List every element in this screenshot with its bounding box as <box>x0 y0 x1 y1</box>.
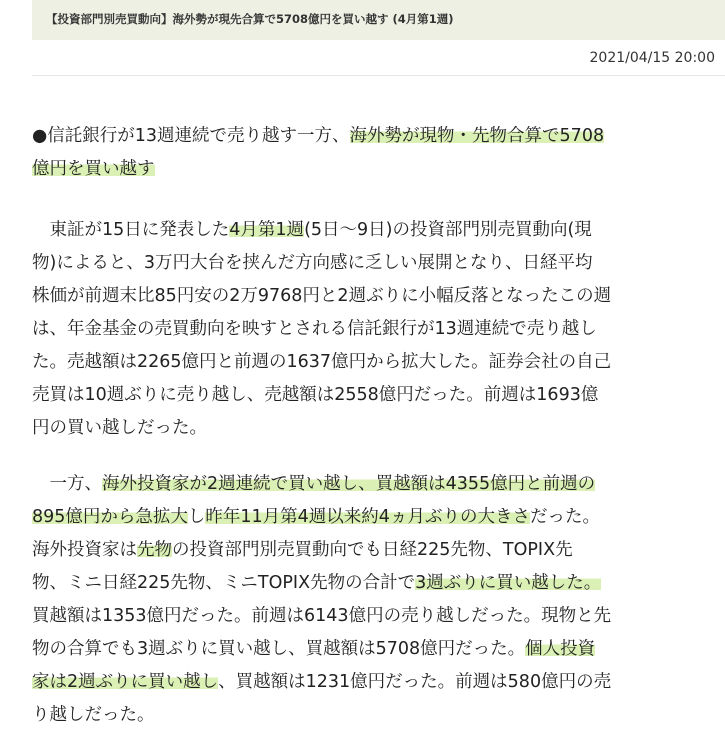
text-segment: だった。 <box>529 507 600 527</box>
text-line <box>32 666 718 699</box>
publish-timestamp: 2021/04/15 20:00 <box>589 50 715 66</box>
body-paragraph-1 <box>32 214 718 445</box>
highlighted-text: 3週ぶりに買い越した。 <box>415 573 602 593</box>
highlighted-text: 昨年11月第4週以来約4ヵ月ぶりの大きさ <box>205 507 530 527</box>
highlighted-text: 個人投資 <box>525 639 596 659</box>
article-title: 【投資部門別売買動向】海外勢が現先合算で5708億円を買い越す (4月第1週) <box>46 12 454 26</box>
text-line <box>32 600 718 633</box>
text-segment: 物の合算でも3週ぶりに買い越し、買越額は5708億円だった。 <box>32 639 526 659</box>
text-line <box>32 534 718 567</box>
text-segment: 物、ミニ日経225先物、ミニTOPIX先物の合計で <box>32 573 416 593</box>
highlighted-text: 4月第1週 <box>229 220 305 240</box>
text-segment: 買越額は1353億円だった。前週は6143億円の売り越しだった。現物と先 <box>32 606 612 626</box>
text-line <box>32 280 718 313</box>
text-segment: は、年金基金の売買動向を映すとされる信託銀行が13週連続で売り越し <box>32 319 597 339</box>
text-segment: の投資部門別売買動向でも日経225先物、TOPIX先 <box>172 540 573 560</box>
text-line <box>32 346 718 379</box>
text-segment: 円の買い越しだった。 <box>32 418 207 438</box>
text-line <box>32 120 718 153</box>
highlighted-text: 895億円から急拡大 <box>32 507 188 527</box>
text-line <box>32 699 718 732</box>
text-segment: 売買は10週ぶりに売り越し、売越額は2558億円だった。前週は1693億 <box>32 385 599 405</box>
highlighted-text: 海外投資家が2週連続で買い越し、買越額は4355億円と前週の <box>102 474 596 494</box>
text-line <box>32 247 718 280</box>
text-segment: り越しだった。 <box>32 705 155 725</box>
text-segment: 海外投資家は <box>32 540 137 560</box>
text-segment: (5日〜9日)の投資部門別売買動向(現 <box>304 220 592 240</box>
text-segment: 物)によると、3万円大台を挟んだ方向感に乏しい展開となり、日経平均 <box>32 253 593 273</box>
text-line <box>32 153 718 186</box>
text-segment: 東証が15日に発表した <box>32 220 230 240</box>
highlighted-text: 億円を買い越す <box>32 159 155 179</box>
text-line <box>32 379 718 412</box>
text-line <box>32 567 718 600</box>
text-line <box>32 214 718 247</box>
highlighted-text: 先物 <box>137 540 172 560</box>
text-segment: ●信託銀行が13週連続で売り越す一方、 <box>32 126 350 146</box>
text-line <box>32 313 718 346</box>
text-segment: 、買越額は1231億円だった。前週は580億円の売 <box>218 672 612 692</box>
lead-paragraph <box>32 120 718 186</box>
body-paragraph-2 <box>32 468 718 732</box>
text-segment: し <box>187 507 206 527</box>
text-line <box>32 633 718 666</box>
text-segment: 株価が前週末比85円安の2万9768円と2週ぶりに小幅反落となったこの週 <box>32 286 612 306</box>
text-line <box>32 412 718 445</box>
text-segment: 一方、 <box>32 474 102 494</box>
text-line <box>32 468 718 501</box>
text-line <box>32 501 718 534</box>
highlighted-text: 家は2週ぶりに買い越し <box>32 672 219 692</box>
header-divider <box>32 75 725 76</box>
highlighted-text: 海外勢が現物・先物合算で5708 <box>349 126 605 146</box>
text-segment: た。売越額は2265億円と前週の1637億円から拡大した。証券会社の自己 <box>32 352 612 372</box>
